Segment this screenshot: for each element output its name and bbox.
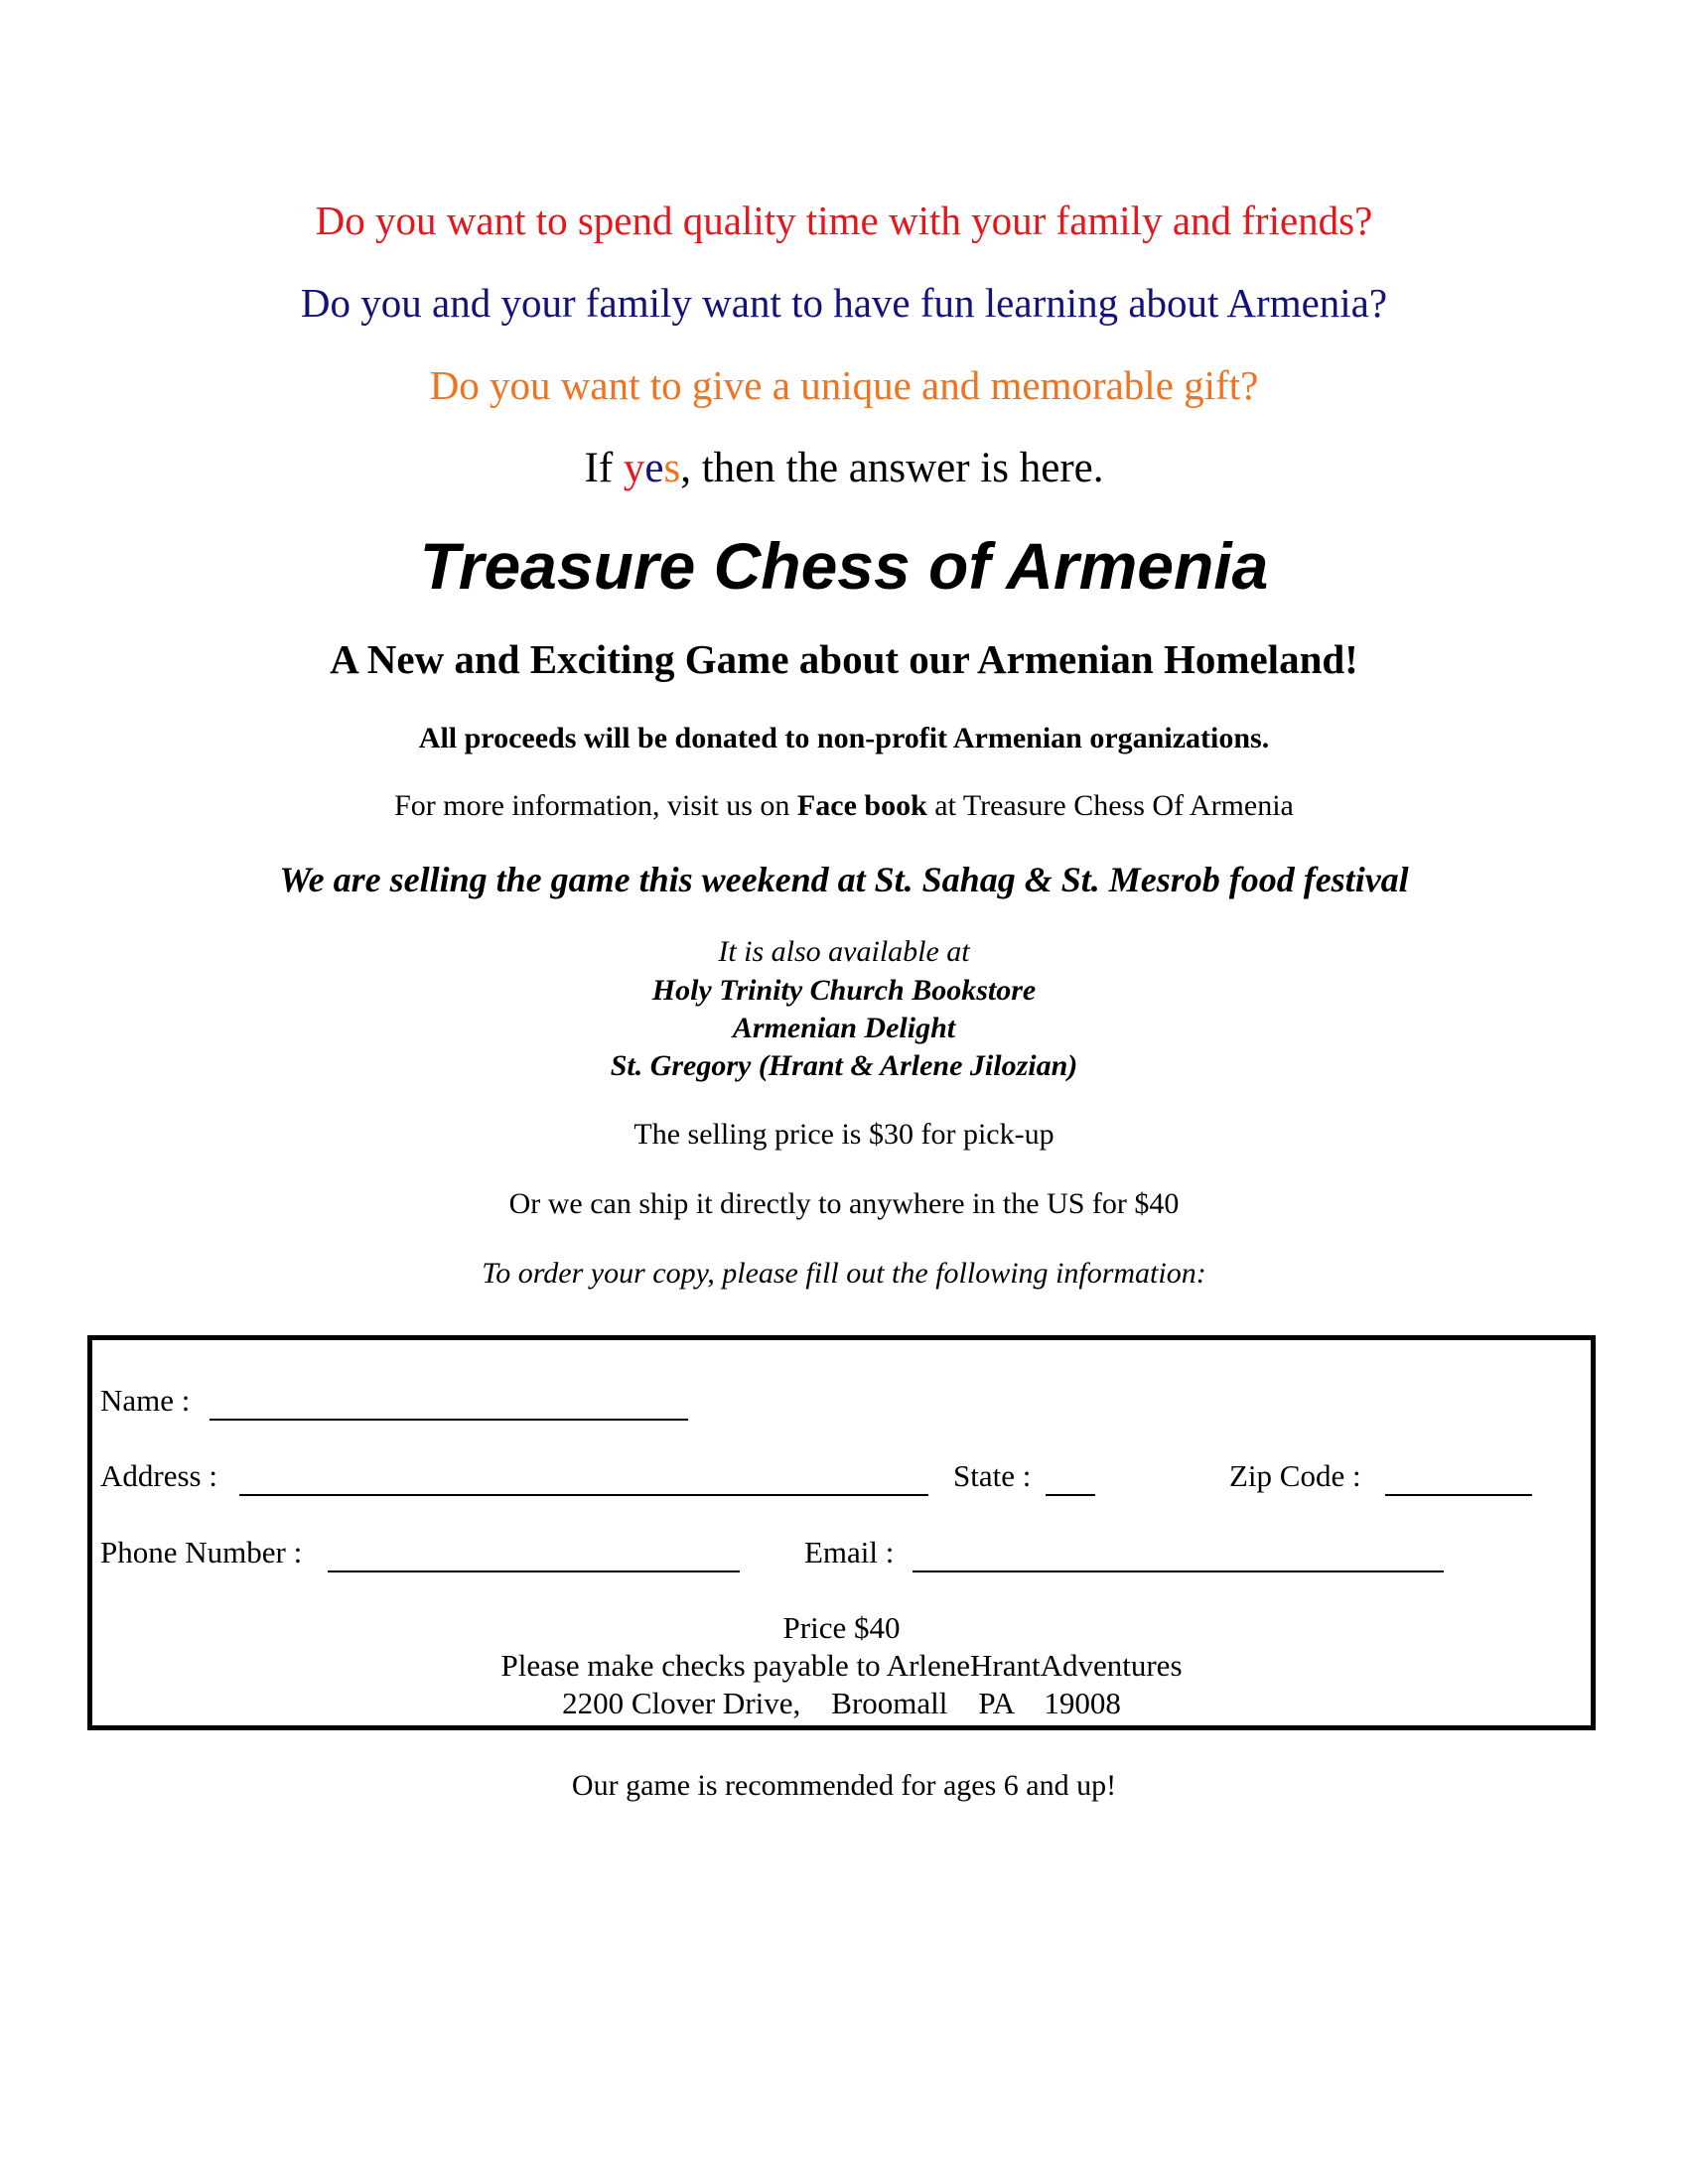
address-label: Address : [100,1458,217,1493]
selling-event: We are selling the game this weekend at St. Sahag & St. Mesrob food festival [279,860,1409,899]
answer-letter-e: e [644,445,664,491]
state-label: State : [953,1458,1032,1493]
phone-number-label: Phone Number : [100,1535,303,1570]
form-price: Price $40 [782,1610,901,1645]
availability-intro: It is also available at [718,935,970,968]
store-holy-trinity: Holy Trinity Church Bookstore [651,974,1037,1007]
answer-line [0,444,1688,492]
pickup-price: The selling price is $30 for pick-up [633,1118,1055,1151]
shipping-price: Or we can ship it directly to anywhere in the US for $40 [508,1187,1180,1220]
email-label: Email : [804,1535,895,1570]
email-field[interactable] [913,1570,1444,1572]
age-recommendation: Our game is recommended for ages 6 and up! [571,1769,1117,1802]
name-label: Name : [100,1383,191,1418]
facebook-bold: Face book [796,789,927,822]
subtitle: A New and Exciting Game about our Armenian Homeland! [330,636,1358,682]
zip-code-field[interactable] [1385,1494,1532,1496]
state-field[interactable] [1046,1494,1095,1496]
order-prompt: To order your copy, please fill out the following information: [482,1257,1206,1290]
name-field[interactable] [210,1419,688,1421]
zip-code-label: Zip Code : [1229,1458,1361,1493]
address-field[interactable] [239,1494,928,1496]
page-title: Treasure Chess of Armenia [419,529,1269,603]
mailing-address: 2200 Clover Drive, Broomall PA 19008 [562,1686,1121,1720]
store-armenian-delight: Armenian Delight [732,1012,956,1044]
answer-letter-s: s [663,445,681,491]
facebook-suffix: at Treasure Chess Of Armenia [926,789,1294,822]
answer-prefix: If [584,445,624,491]
store-st-gregory: St. Gregory (Hrant & Arlene Jilozian) [610,1049,1078,1082]
facebook-info [0,789,1688,823]
answer-suffix: , then the answer is here. [680,445,1104,491]
question-quality-time: Do you want to spend quality time with your family and friends? [315,198,1373,243]
order-form [87,1335,1596,1730]
checks-payable: Please make checks payable to ArleneHrantAdventures [500,1648,1183,1683]
facebook-prefix: For more information, visit us on [394,789,797,822]
question-learning: Do you and your family want to have fun learning about Armenia? [300,280,1388,326]
answer-letter-y: y [623,445,645,491]
phone-number-field[interactable] [328,1570,740,1572]
proceeds-note: All proceeds will be donated to non-profit Armenian organizations. [418,722,1270,754]
question-gift: Do you want to give a unique and memorable gift? [429,362,1259,408]
